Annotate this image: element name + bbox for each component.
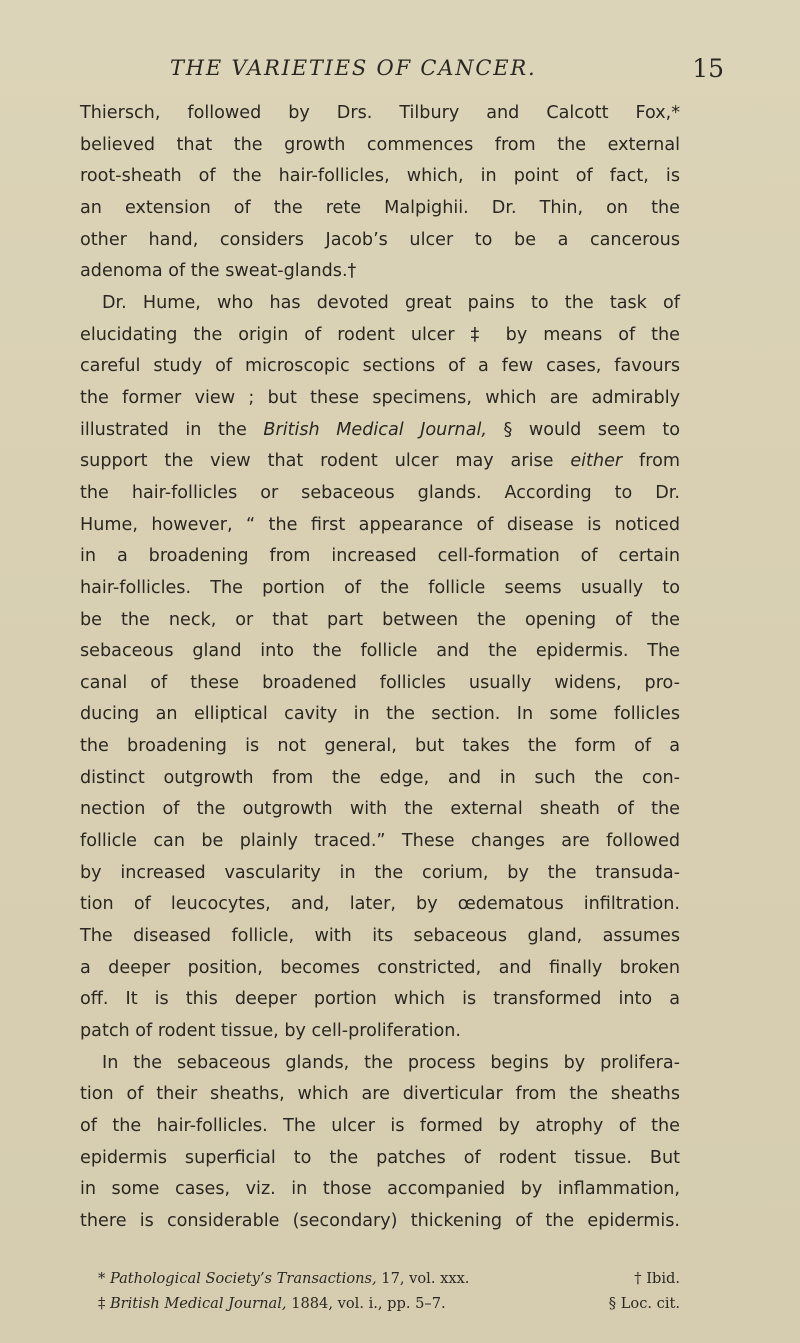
page-number: 15 (692, 54, 724, 83)
footnote-journal-title: Pathological Society’s Transactions, (109, 1270, 377, 1287)
text-line: Hume, however, “ the first appearance of disease is noticed (80, 514, 680, 535)
text-line: distinct outgrowth from the edge, and in such the con- (80, 767, 680, 788)
text-line: canal of these broadened follicles usually widens, pro- (80, 672, 680, 693)
text-line: nection of the outgrowth with the external sheath of the (80, 799, 680, 820)
text-line: believed that the growth commences from the external (80, 134, 680, 155)
running-title: THE VARIETIES OF CANCER. (170, 56, 537, 80)
footnote-loc-cit: § Loc. cit. (608, 1295, 680, 1312)
text-line: elucidating the origin of rodent ulcer ‡ by means of the (80, 324, 680, 345)
text-segment: illustrated in the (80, 419, 264, 440)
footnote-journal-title: British Medical Journal, (109, 1295, 287, 1312)
text-line: The diseased follicle, with its sebaceous gland, assumes (80, 926, 680, 947)
text-line: sebaceous gland into the follicle and the epidermis. The (80, 641, 680, 662)
text-line: Thiersch, followed by Drs. Tilbury and Calcott Fox,* (80, 103, 680, 123)
text-line: Dr. Hume, who has devoted great pains to the task of (102, 292, 680, 313)
text-line: epidermis superficial to the patches of rodent tissue. But (80, 1147, 680, 1168)
text-line (80, 415, 680, 447)
body-text (80, 98, 680, 1238)
footnote-reference: 1884, vol. i., pp. 5–7. (286, 1295, 446, 1312)
footnote-ibid: † Ibid. (634, 1270, 680, 1287)
text-line: the hair-follicles or sebaceous glands. According to Dr. (80, 482, 680, 503)
emphasis: either (570, 451, 623, 472)
text-line: in some cases, viz. in those accompanied by inflammation, (80, 1179, 680, 1200)
text-line: follicle can be plainly traced.” These changes are followed (80, 831, 680, 852)
text-line: In the sebaceous glands, the process begins by prolifera- (102, 1052, 680, 1073)
text-line: adenoma of the sweat-glands.† (80, 261, 357, 282)
text-line: of the hair-follicles. The ulcer is formed by atrophy of the (80, 1116, 680, 1136)
footnote-citation (98, 1266, 469, 1291)
footnote-line (80, 1291, 680, 1316)
text-line: an extension of the rete Malpighii. Dr. Thin, on the (80, 197, 680, 218)
text-line: in a broadening from increased cell-formation of certain (80, 546, 680, 567)
text-line: patch of rodent tissue, by cell-proliferation. (80, 1021, 462, 1042)
text-line: there is considerable (secondary) thickening of the epidermis. (80, 1210, 680, 1231)
text-line: tion of their sheaths, which are diverticular from the sheaths (80, 1084, 680, 1105)
footnote-marker: ‡ (98, 1295, 110, 1312)
text-line: a deeper position, becomes constricted, and finally broken (80, 957, 680, 978)
text-line: tion of leucocytes, and, later, by œdematous infiltration. (80, 894, 680, 915)
text-line: the broadening is not general, but takes the form of a (80, 736, 680, 757)
text-segment: from (622, 451, 680, 472)
footnotes (80, 1266, 680, 1316)
text-segment: support the view that rodent ulcer may arise (80, 451, 571, 472)
text-line: hair-follicles. The portion of the follicle seems usually to (80, 577, 680, 598)
text-line: other hand, considers Jacob’s ulcer to be a cancerous (80, 229, 680, 250)
text-line: by increased vascularity in the corium, by the transuda- (80, 862, 680, 883)
footnote-line (80, 1266, 680, 1291)
text-line: careful study of microscopic sections of a few cases, favours (80, 356, 680, 377)
text-line: ducing an elliptical cavity in the section. In some follicles (80, 704, 680, 725)
footnote-marker: * (98, 1270, 110, 1287)
text-line: be the neck, or that part between the opening of the (80, 609, 680, 630)
page-header (170, 56, 730, 90)
text-line: the former view ; but these specimens, which are admirably (80, 387, 680, 408)
text-segment: § would seem to (486, 419, 680, 440)
journal-title: British Medical Journal, (263, 419, 487, 440)
text-line: root-sheath of the hair-follicles, which, in point of fact, is (80, 166, 680, 187)
footnote-reference: 17, vol. xxx. (376, 1270, 470, 1287)
footnote-citation (98, 1291, 446, 1316)
text-line: off. It is this deeper portion which is transformed into a (80, 989, 680, 1010)
text-line (80, 446, 680, 478)
